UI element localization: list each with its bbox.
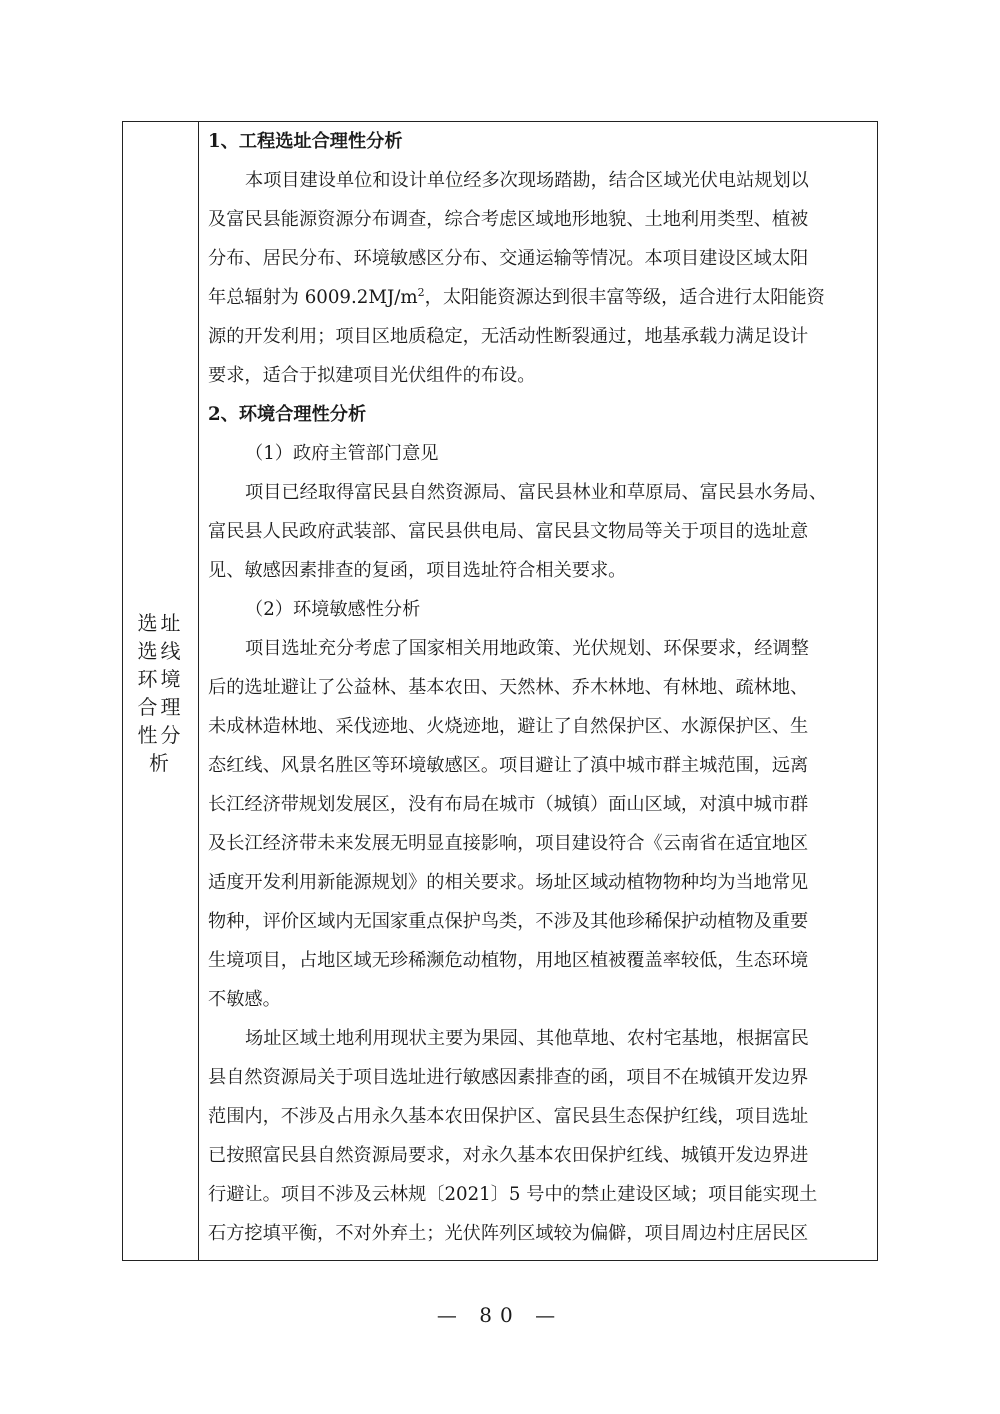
superscript: 2 (417, 285, 425, 299)
paragraph-line: 长江经济带规划发展区，没有布局在城市（城镇）面山区域，对滇中城市群 (208, 794, 809, 815)
paragraph-line: 项目已经取得富民县自然资源局、富民县林业和草原局、富民县水务局、 (245, 482, 828, 503)
paragraph-line: 不敏感。 (208, 989, 281, 1010)
paragraph-line: 及长江经济带未来发展无明显直接影响，项目建设符合《云南省在适宜地区 (208, 833, 809, 854)
paragraph-line (208, 278, 869, 317)
paragraph-line: 县自然资源局关于项目选址进行敏感因素排查的函，项目不在城镇开发边界 (208, 1067, 809, 1088)
row-label: 选址 选线 环境 合理 性分 析 (137, 611, 184, 775)
paragraph-line: 本项目建设单位和设计单位经多次现场踏勘，结合区域光伏电站规划以 (245, 170, 809, 191)
paragraph-line: 未成林造林地、采伐迹地、火烧迹地，避让了自然保护区、水源保护区、生 (208, 716, 809, 737)
paragraph-line: 已按照富民县自然资源局要求，对永久基本农田保护红线、城镇开发边界进 (208, 1145, 809, 1166)
page-number: — 80 — (436, 1303, 564, 1327)
paragraph-line: 场址区域土地利用现状主要为果园、其他草地、农村宅基地，根据富民 (245, 1028, 809, 1049)
paragraph-line: 分布、居民分布、环境敏感区分布、交通运输等情况。本项目建设区域太阳 (208, 248, 809, 269)
paragraph-line: 态红线、风景名胜区等环境敏感区。项目避让了滇中城市群主城范围，远离 (208, 755, 809, 776)
paragraph-line: 生境项目，占地区域无珍稀濒危动植物，用地区植被覆盖率较低，生态环境 (208, 950, 809, 971)
text-span: 年总辐射为 6009.2MJ/m (208, 287, 418, 308)
content-table (122, 121, 878, 1261)
row-label-cell (123, 122, 199, 1260)
paragraph-line: 富民县人民政府武装部、富民县供电局、富民县文物局等关于项目的选址意 (208, 521, 809, 542)
subheading-1: （1）政府主管部门意见 (245, 443, 439, 464)
paragraph-line: 石方挖填平衡，不对外弃土；光伏阵列区域较为偏僻，项目周边村庄居民区 (208, 1223, 809, 1244)
paragraph-line: 范围内，不涉及占用永久基本农田保护区、富民县生态保护红线，项目选址 (208, 1106, 809, 1127)
paragraph-line: 源的开发利用；项目区地质稳定，无活动性断裂通过，地基承载力满足设计 (208, 326, 809, 347)
heading-1: 1、工程选址合理性分析 (208, 131, 403, 152)
paragraph-line: 后的选址避让了公益林、基本农田、天然林、乔木林地、有林地、疏林地、 (208, 677, 809, 698)
content-cell (199, 122, 877, 1253)
text-span: ，太阳能资源达到很丰富等级，适合进行太阳能资 (424, 287, 825, 308)
paragraph-line: 及富民县能源资源分布调查，综合考虑区域地形地貌、土地利用类型、植被 (208, 209, 809, 230)
paragraph-line: 行避让。项目不涉及云林规〔2021〕5 号中的禁止建设区域；项目能实现土 (208, 1184, 818, 1205)
paragraph-line: 物种，评价区域内无国家重点保护鸟类，不涉及其他珍稀保护动植物及重要 (208, 911, 809, 932)
paragraph-line: 适度开发利用新能源规划》的相关要求。场址区域动植物物种均为当地常见 (208, 872, 809, 893)
paragraph-line: 项目选址充分考虑了国家相关用地政策、光伏规划、环保要求，经调整 (245, 638, 809, 659)
heading-2: 2、环境合理性分析 (208, 404, 367, 425)
subheading-2: （2）环境敏感性分析 (245, 599, 421, 620)
paragraph-line: 要求，适合于拟建项目光伏组件的布设。 (208, 365, 536, 386)
paragraph-line: 见、敏感因素排查的复函，项目选址符合相关要求。 (208, 560, 627, 581)
